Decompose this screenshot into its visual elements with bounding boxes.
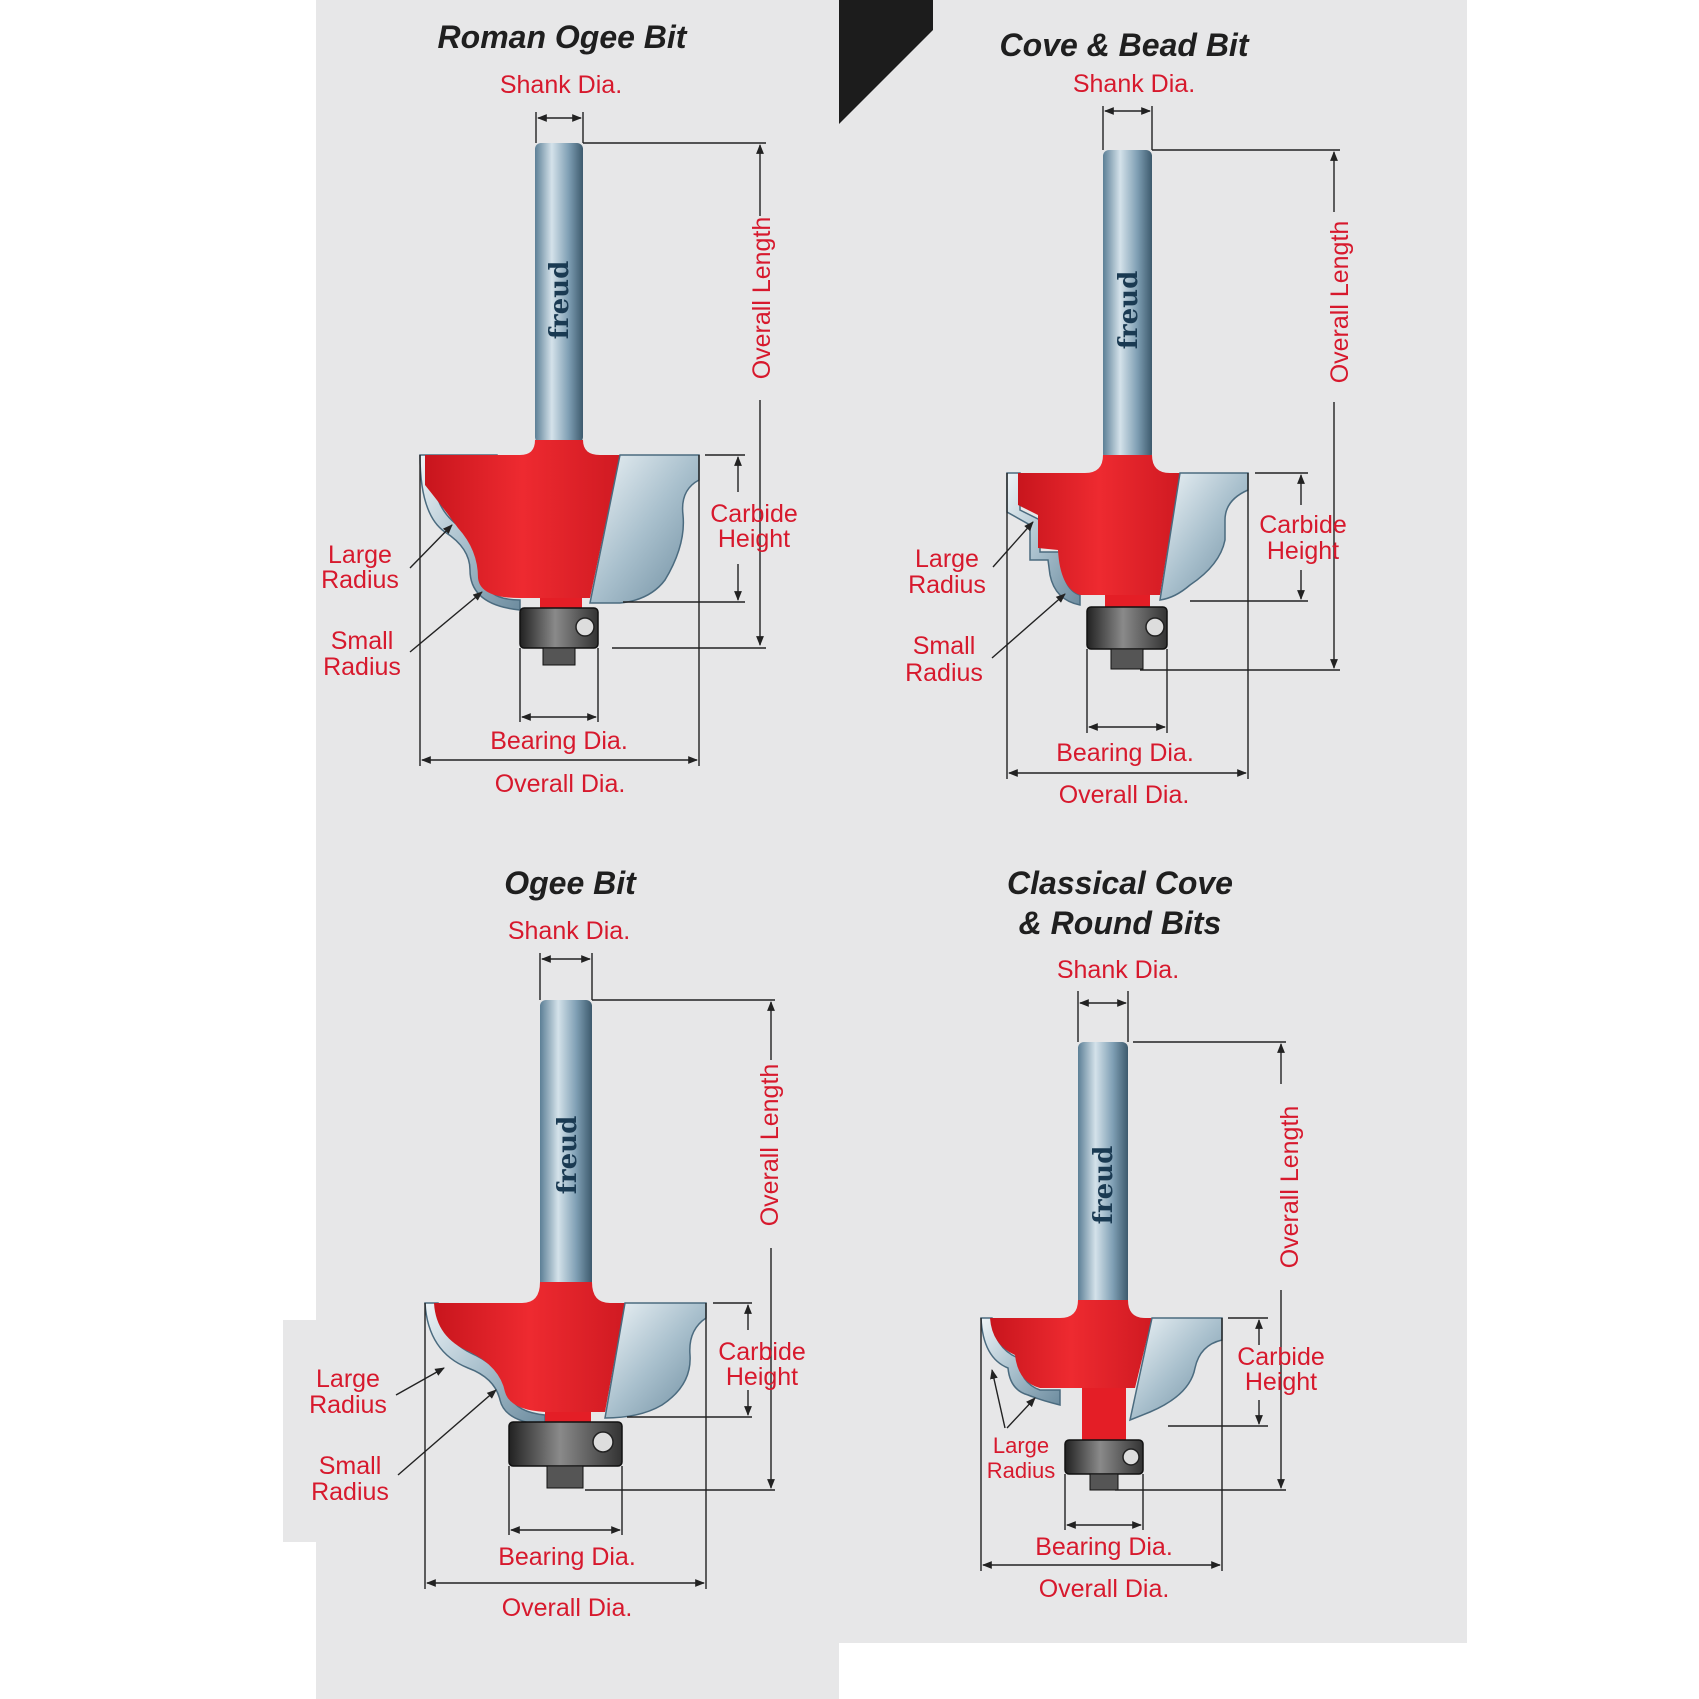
bearing-screw xyxy=(576,618,594,636)
carbide-height-label-2: Height xyxy=(1244,1368,1318,1396)
carbide-height-label: Carbide xyxy=(710,500,798,528)
diagram-title: Roman Ogee Bit xyxy=(437,19,687,55)
carbide-height-label-2: Height xyxy=(725,1363,799,1391)
shank-dia-label: Shank Dia. xyxy=(507,917,631,945)
diagram-title-2: & Round Bits xyxy=(1018,905,1222,941)
small-radius-label: Small xyxy=(330,627,394,655)
bearing-screw xyxy=(1146,618,1164,636)
carbide-height-label: Carbide xyxy=(1259,511,1347,539)
carbide-height-label: Carbide xyxy=(718,1338,806,1366)
bearing-dia-label: Bearing Dia. xyxy=(1056,739,1194,767)
small-radius-label-2: Radius xyxy=(311,1478,389,1506)
bearing-bolt xyxy=(543,648,575,665)
brand-logo: freud xyxy=(553,1115,583,1195)
overall-length-label: Overall Length xyxy=(748,216,776,380)
large-radius-label-2: Radius xyxy=(986,1458,1056,1483)
overall-length-label: Overall Length xyxy=(1326,220,1354,384)
carbide-height-label-2: Height xyxy=(717,525,791,553)
bearing-bolt xyxy=(547,1466,583,1488)
overall-dia-label: Overall Dia. xyxy=(494,770,626,798)
bearing-dia-label: Bearing Dia. xyxy=(490,727,628,755)
diagram-title: Classical Cove xyxy=(1007,865,1233,901)
diagram-title: Cove & Bead Bit xyxy=(999,27,1249,63)
bearing-bolt xyxy=(1090,1474,1118,1490)
carbide-height-label-2: Height xyxy=(1266,537,1340,565)
large-radius-label: Large xyxy=(915,545,979,573)
neck xyxy=(1105,595,1150,607)
brand-logo: freud xyxy=(1089,1145,1119,1225)
shank-dia-label: Shank Dia. xyxy=(1072,70,1196,98)
overall-dia-label: Overall Dia. xyxy=(1038,1575,1170,1603)
large-radius-label-2: Radius xyxy=(908,571,986,599)
overall-dia-label: Overall Dia. xyxy=(501,1594,633,1622)
large-radius-label: Large xyxy=(992,1433,1050,1458)
bearing-dia-label: Bearing Dia. xyxy=(1035,1533,1173,1561)
large-radius-label-2: Radius xyxy=(321,566,399,594)
diagram-title: Ogee Bit xyxy=(504,865,636,901)
small-radius-label-2: Radius xyxy=(905,659,983,687)
left-tab xyxy=(283,1320,317,1542)
overall-dia-label: Overall Dia. xyxy=(1058,781,1190,809)
small-radius-label: Small xyxy=(912,632,976,660)
shank-dia-label: Shank Dia. xyxy=(499,71,623,99)
bearing-dia-label: Bearing Dia. xyxy=(498,1543,636,1571)
neck xyxy=(1082,1388,1126,1440)
large-radius-label-2: Radius xyxy=(309,1391,387,1419)
brand-logo: freud xyxy=(1114,270,1144,350)
overall-length-label: Overall Length xyxy=(1276,1105,1304,1269)
carbide-height-label: Carbide xyxy=(1237,1343,1325,1371)
bearing-bolt xyxy=(1111,649,1143,669)
large-radius-label: Large xyxy=(316,1365,380,1393)
overall-length-label: Overall Length xyxy=(756,1063,784,1227)
bearing-screw xyxy=(1123,1449,1139,1465)
large-radius-label: Large xyxy=(328,541,392,569)
small-radius-label-2: Radius xyxy=(323,653,401,681)
brand-logo: freud xyxy=(545,260,575,340)
shank-dia-label: Shank Dia. xyxy=(1056,956,1180,984)
small-radius-label: Small xyxy=(318,1452,382,1480)
bearing-screw xyxy=(593,1432,613,1452)
